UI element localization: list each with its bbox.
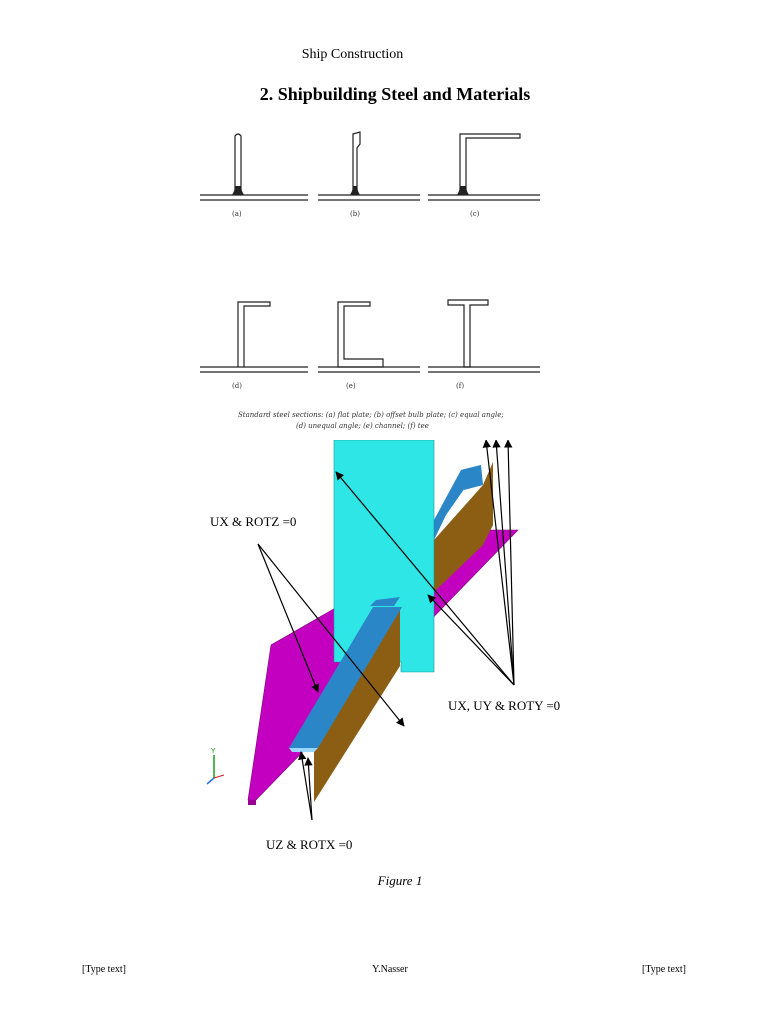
panel-label-d: (d) (232, 382, 242, 390)
sections-caption-line1: Standard steel sections: (a) flat plate; (b) offset bulb plate; (c) equal angle; (238, 411, 504, 419)
panel-label-f: (f) (456, 382, 465, 390)
sections-caption-line2: (d) unequal angle; (e) channel; (f) tee (296, 422, 429, 430)
footer-right: [Type text] (641, 964, 686, 975)
running-header: Ship Construction (301, 47, 404, 62)
axis-triad-icon (207, 747, 224, 784)
label-ux-uy-roty: UX, UY & ROTY =0 (448, 698, 561, 713)
footer-left: [Type text] (82, 964, 127, 975)
steel-sections-figure (198, 120, 543, 440)
footer-center: Y.Nasser (372, 964, 408, 975)
section-title: 2. Shipbuilding Steel and Materials (259, 84, 531, 104)
figure-caption: Figure 1 (377, 873, 423, 888)
label-uz-rotx: UZ & ROTX =0 (266, 837, 353, 852)
label-ux-rotz: UX & ROTZ =0 (210, 514, 297, 529)
fe-model-figure (196, 440, 536, 865)
panel-label-b: (b) (350, 210, 360, 218)
triad-y-label: Y (211, 747, 216, 755)
panel-label-e: (e) (346, 382, 356, 390)
panel-label-c: (c) (470, 210, 480, 218)
panel-label-a: (a) (232, 210, 242, 218)
